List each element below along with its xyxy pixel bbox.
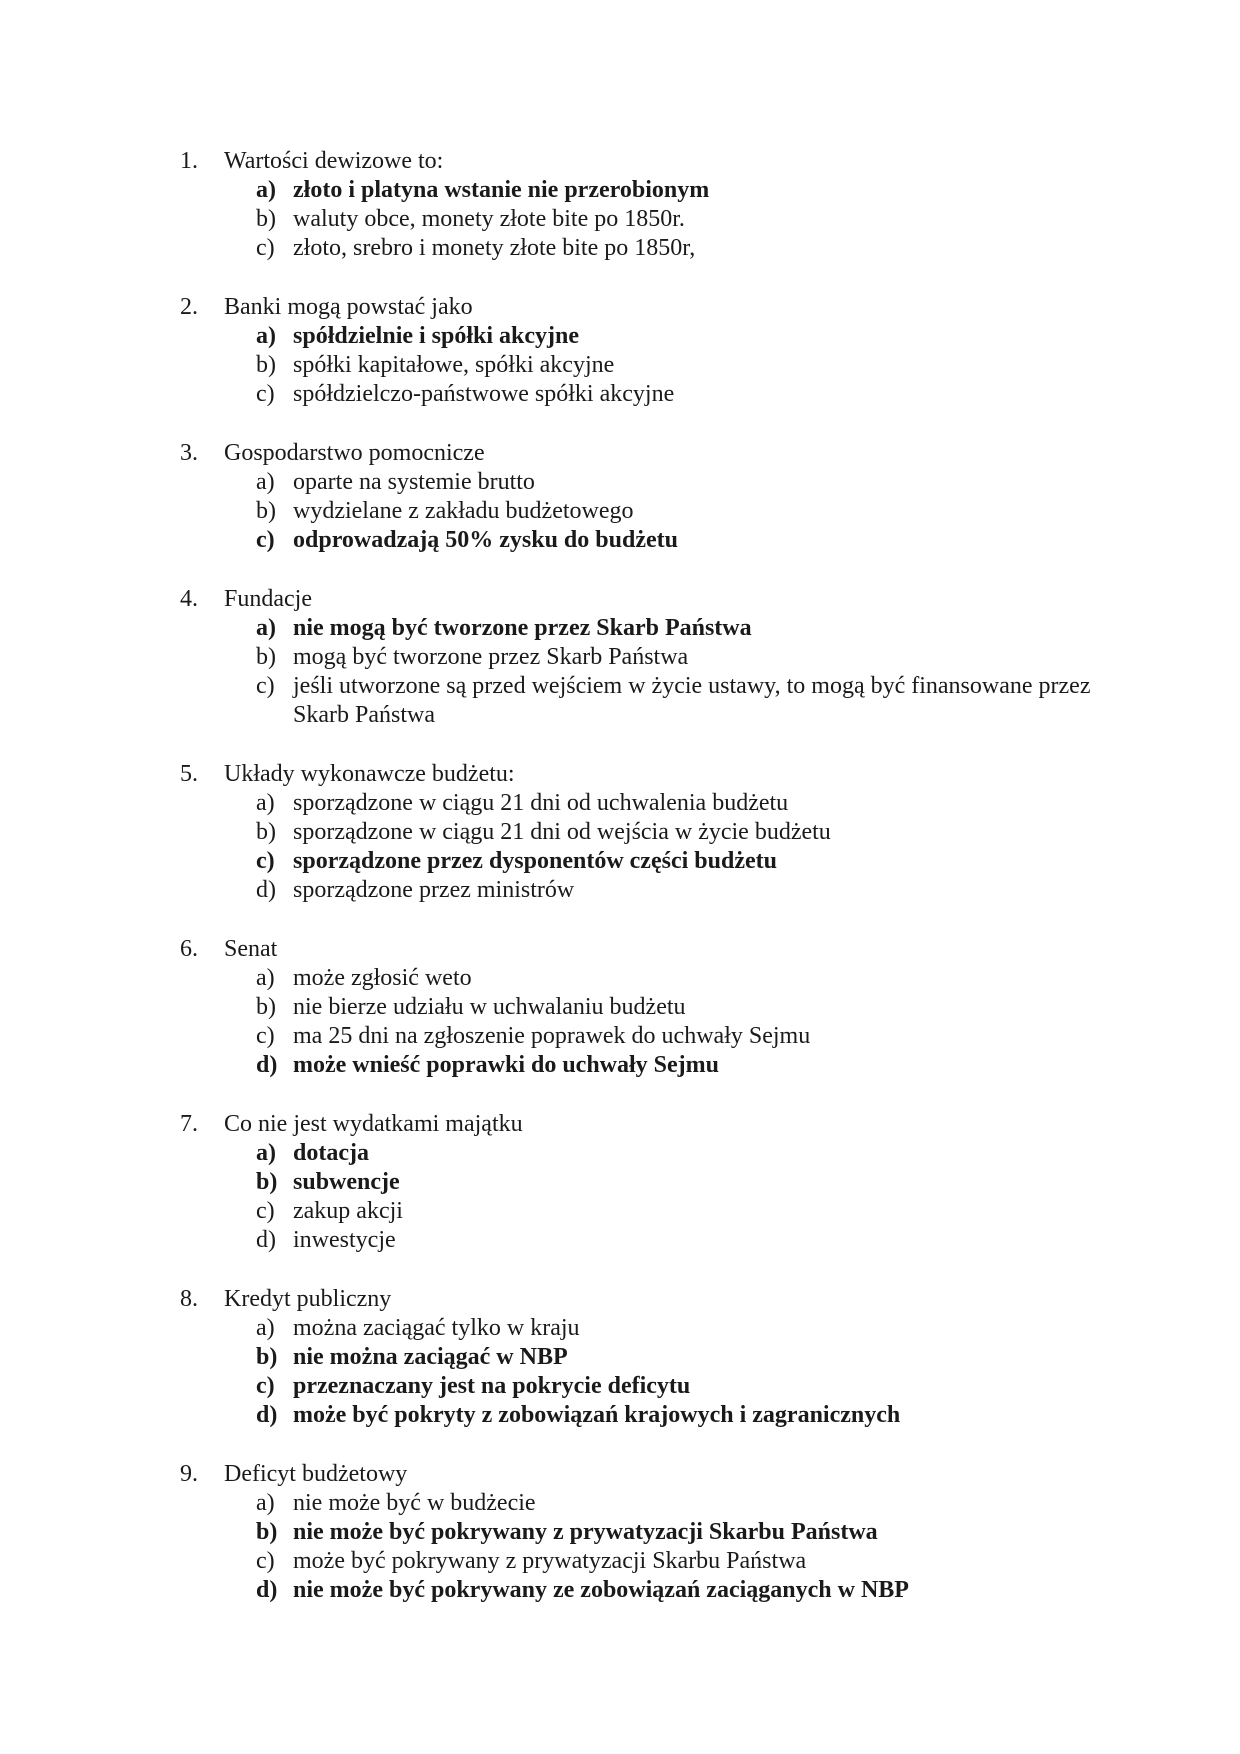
answer-option [256,993,1140,1022]
answer-option-correct [256,176,1140,205]
answer-list [256,964,1140,1080]
question-number: 5. [180,761,198,787]
answer-option-correct [256,1168,1140,1197]
answer-letter: c) [256,673,275,699]
answer-option [256,1314,1140,1343]
question-number: 3. [180,440,198,466]
question-2 [180,293,1140,409]
answer-letter: c) [256,381,275,407]
answer-list [256,614,1140,730]
answer-text: nie bierze udziału w uchwalaniu budżetu [293,994,686,1020]
answer-letter: c) [256,1548,275,1574]
answer-letter: b) [256,206,276,232]
answer-option [256,964,1140,993]
answer-letter: a) [256,177,276,203]
answer-letter: b) [256,644,276,670]
answer-letter: c) [256,1023,275,1049]
answer-letter: b) [256,819,276,845]
question-text: Układy wykonawcze budżetu: [224,761,515,787]
answer-option [256,818,1140,847]
answer-option [256,876,1140,905]
question-number: 7. [180,1111,198,1137]
answer-option [256,643,1140,672]
answer-option [256,1547,1140,1576]
answer-option [256,1022,1140,1051]
answer-letter: a) [256,323,276,349]
question-text: Kredyt publiczny [224,1286,392,1312]
question-9 [180,1460,1140,1605]
answer-option-correct [256,614,1140,643]
question-4 [180,585,1140,730]
answer-text: sporządzone przez dysponentów części budżetu [293,848,777,874]
answer-option [256,1226,1140,1255]
answer-text: ma 25 dni na zgłoszenie poprawek do uchwały Sejmu [293,1023,811,1049]
answer-letter: c) [256,527,275,553]
answer-letter: d) [256,1577,278,1603]
answer-letter: a) [256,790,275,816]
answer-option [256,497,1140,526]
answer-text: złoto i platyna wstanie nie przerobionym [293,177,710,203]
question-number: 1. [180,148,198,174]
answer-text: nie może być pokrywany z prywatyzacji Skarbu Państwa [293,1519,878,1545]
answer-list [256,468,1140,555]
question-text: Gospodarstwo pomocnicze [224,440,485,466]
question-row [180,585,1140,614]
answer-letter: c) [256,1373,275,1399]
answer-text: subwencje [293,1169,400,1195]
answer-letter: a) [256,965,275,991]
answer-option [256,789,1140,818]
question-6 [180,935,1140,1080]
answer-letter: a) [256,1490,275,1516]
question-number: 2. [180,294,198,320]
answer-option [256,234,1140,263]
answer-text: nie może być w budżecie [293,1490,536,1516]
answer-text: nie można zaciągać w NBP [293,1344,568,1370]
answer-text: nie mogą być tworzone przez Skarb Państwa [293,615,752,641]
question-3 [180,439,1140,555]
answer-text: przeznaczany jest na pokrycie deficytu [293,1373,691,1399]
answer-option [256,468,1140,497]
answer-text: spółdzielnie i spółki akcyjne [293,323,580,349]
question-number: 4. [180,586,198,612]
answer-letter: d) [256,1227,276,1253]
question-row [180,1285,1140,1314]
answer-letter: a) [256,615,276,641]
answer-text: spółki kapitałowe, spółki akcyjne [293,352,615,378]
answer-text: może być pokrywany z prywatyzacji Skarbu Państwa [293,1548,807,1574]
question-row [180,1110,1140,1139]
answer-text: mogą być tworzone przez Skarb Państwa [293,644,689,670]
answer-option-correct [256,322,1140,351]
answer-list [256,1489,1140,1605]
answer-text: odprowadzają 50% zysku do budżetu [293,527,678,553]
question-text: Banki mogą powstać jako [224,294,473,320]
question-5 [180,760,1140,905]
answer-letter: b) [256,498,276,524]
answer-text: inwestycje [293,1227,396,1253]
answer-text: oparte na systemie brutto [293,469,535,495]
question-row [180,147,1140,176]
answer-list [256,1139,1140,1255]
answer-letter: b) [256,352,276,378]
answer-option-correct [256,847,1140,876]
answer-letter: b) [256,1344,278,1370]
answer-option-correct [256,1518,1140,1547]
answer-option [256,205,1140,234]
answer-text: można zaciągać tylko w kraju [293,1315,580,1341]
question-row [180,1460,1140,1489]
answer-text: może zgłosić weto [293,965,472,991]
question-row [180,439,1140,468]
question-text: Senat [224,936,278,962]
answer-letter: a) [256,1140,276,1166]
answer-option-correct [256,1372,1140,1401]
answer-text: dotacja [293,1140,369,1166]
answer-option [256,1489,1140,1518]
question-8 [180,1285,1140,1430]
answer-text: nie może być pokrywany ze zobowiązań zaciąganych w NBP [293,1577,909,1603]
answer-letter: d) [256,1402,278,1428]
answer-letter: b) [256,1169,278,1195]
question-number: 6. [180,936,198,962]
question-text: Deficyt budżetowy [224,1461,408,1487]
answer-text: sporządzone przez ministrów [293,877,575,903]
answer-list [256,322,1140,409]
question-row [180,293,1140,322]
answer-letter: c) [256,1198,275,1224]
question-text: Wartości dewizowe to: [224,148,444,174]
question-1 [180,147,1140,263]
answer-option [256,380,1140,409]
answer-text: złoto, srebro i monety złote bite po 1850r, [293,235,696,261]
answer-list [256,1314,1140,1430]
answer-option [256,351,1140,380]
answer-letter: c) [256,235,275,261]
answer-text: spółdzielczo-państwowe spółki akcyjne [293,381,675,407]
question-row [180,935,1140,964]
answer-option [256,672,1140,730]
answer-letter: b) [256,994,276,1020]
answer-option-correct [256,1401,1140,1430]
answer-text: może być pokryty z zobowiązań krajowych i zagranicznych [293,1402,901,1428]
question-number: 9. [180,1461,198,1487]
answer-option-correct [256,526,1140,555]
question-text: Co nie jest wydatkami majątku [224,1111,523,1137]
answer-text: jeśli utworzone są przed wejściem w życie ustawy, to mogą być finansowane przez Skarb Państwa [293,673,1091,728]
answer-list [256,176,1140,263]
answer-text: waluty obce, monety złote bite po 1850r. [293,206,685,232]
answer-text: sporządzone w ciągu 21 dni od uchwalenia budżetu [293,790,789,816]
answer-letter: d) [256,1052,278,1078]
answer-text: może wnieść poprawki do uchwały Sejmu [293,1052,720,1078]
answer-text: sporządzone w ciągu 21 dni od wejścia w życie budżetu [293,819,831,845]
answer-list [256,789,1140,905]
answer-option-correct [256,1576,1140,1605]
answer-text: wydzielane z zakładu budżetowego [293,498,634,524]
answer-text: zakup akcji [293,1198,403,1224]
answer-letter: c) [256,848,275,874]
question-text: Fundacje [224,586,312,612]
answer-option-correct [256,1051,1140,1080]
question-row [180,760,1140,789]
answer-letter: b) [256,1519,278,1545]
question-7 [180,1110,1140,1255]
question-number: 8. [180,1286,198,1312]
answer-option-correct [256,1139,1140,1168]
answer-letter: a) [256,1315,275,1341]
answer-letter: a) [256,469,275,495]
question-list [180,147,1140,1635]
answer-option [256,1197,1140,1226]
answer-letter: d) [256,877,276,903]
answer-option-correct [256,1343,1140,1372]
